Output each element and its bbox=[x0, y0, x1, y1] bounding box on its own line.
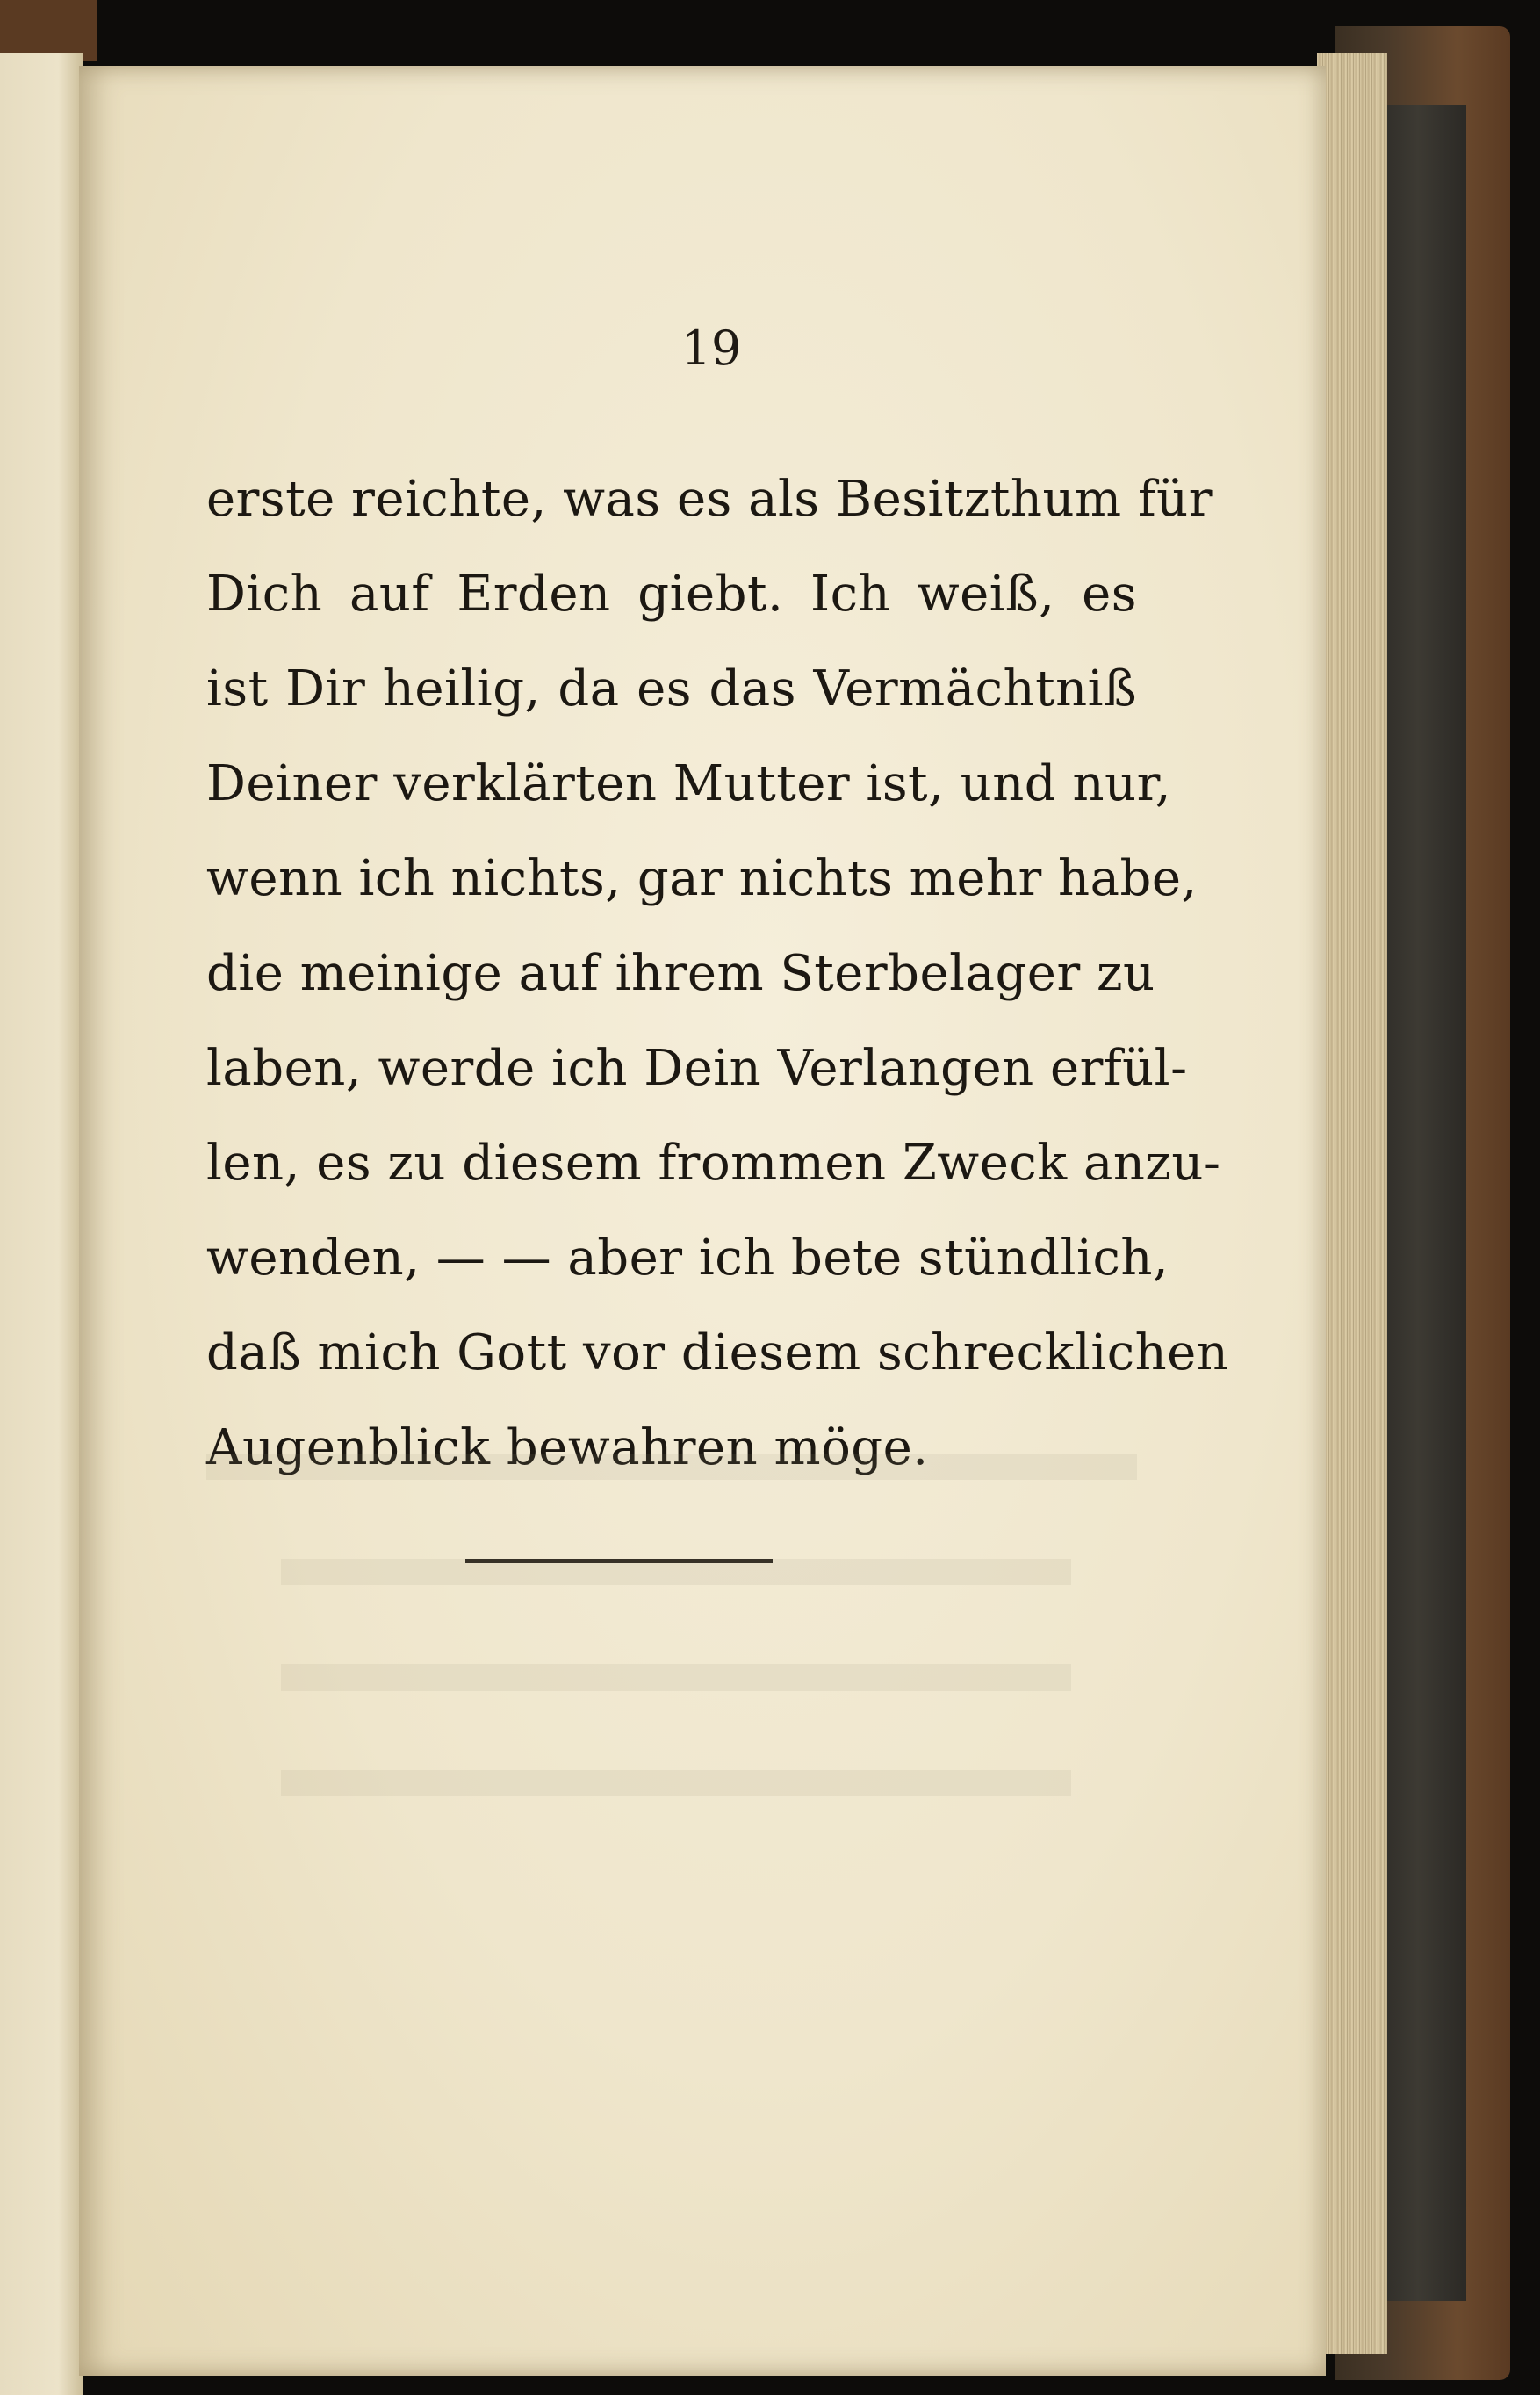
book-page bbox=[79, 66, 1326, 2376]
text-line: daß mich Gott vor diesem schrecklichen bbox=[206, 1324, 1229, 1381]
text-line: Dich auf Erden giebt. Ich weiß, es bbox=[206, 566, 1137, 623]
page-number: 19 bbox=[680, 321, 742, 376]
text-line: ist Dir heilig, da es das Vermächtniß bbox=[206, 660, 1137, 718]
text-line: Deiner verklärten Mutter ist, und nur, bbox=[206, 755, 1171, 812]
text-line: wenn ich nichts, gar nichts mehr habe, bbox=[206, 850, 1198, 907]
show-through-shadow bbox=[281, 1559, 1071, 1585]
show-through-shadow bbox=[206, 1454, 1137, 1480]
text-line: len, es zu diesem frommen Zweck anzu- bbox=[206, 1135, 1221, 1192]
text-line: die meinige auf ihrem Sterbelager zu bbox=[206, 945, 1155, 1002]
text-line: Augenblick bewahren möge. bbox=[206, 1419, 929, 1476]
show-through-shadow bbox=[281, 1664, 1071, 1691]
text-line: wenden, — — aber ich bete stündlich, bbox=[206, 1230, 1169, 1287]
show-through-shadow bbox=[281, 1770, 1071, 1796]
left-facing-page bbox=[0, 53, 83, 2395]
text-line: erste reichte, was es als Besitzthum für bbox=[206, 471, 1213, 528]
page-block-edges bbox=[1317, 53, 1387, 2354]
body-text bbox=[206, 452, 1229, 1496]
text-line: laben, werde ich Dein Verlangen erfül- bbox=[206, 1040, 1188, 1097]
